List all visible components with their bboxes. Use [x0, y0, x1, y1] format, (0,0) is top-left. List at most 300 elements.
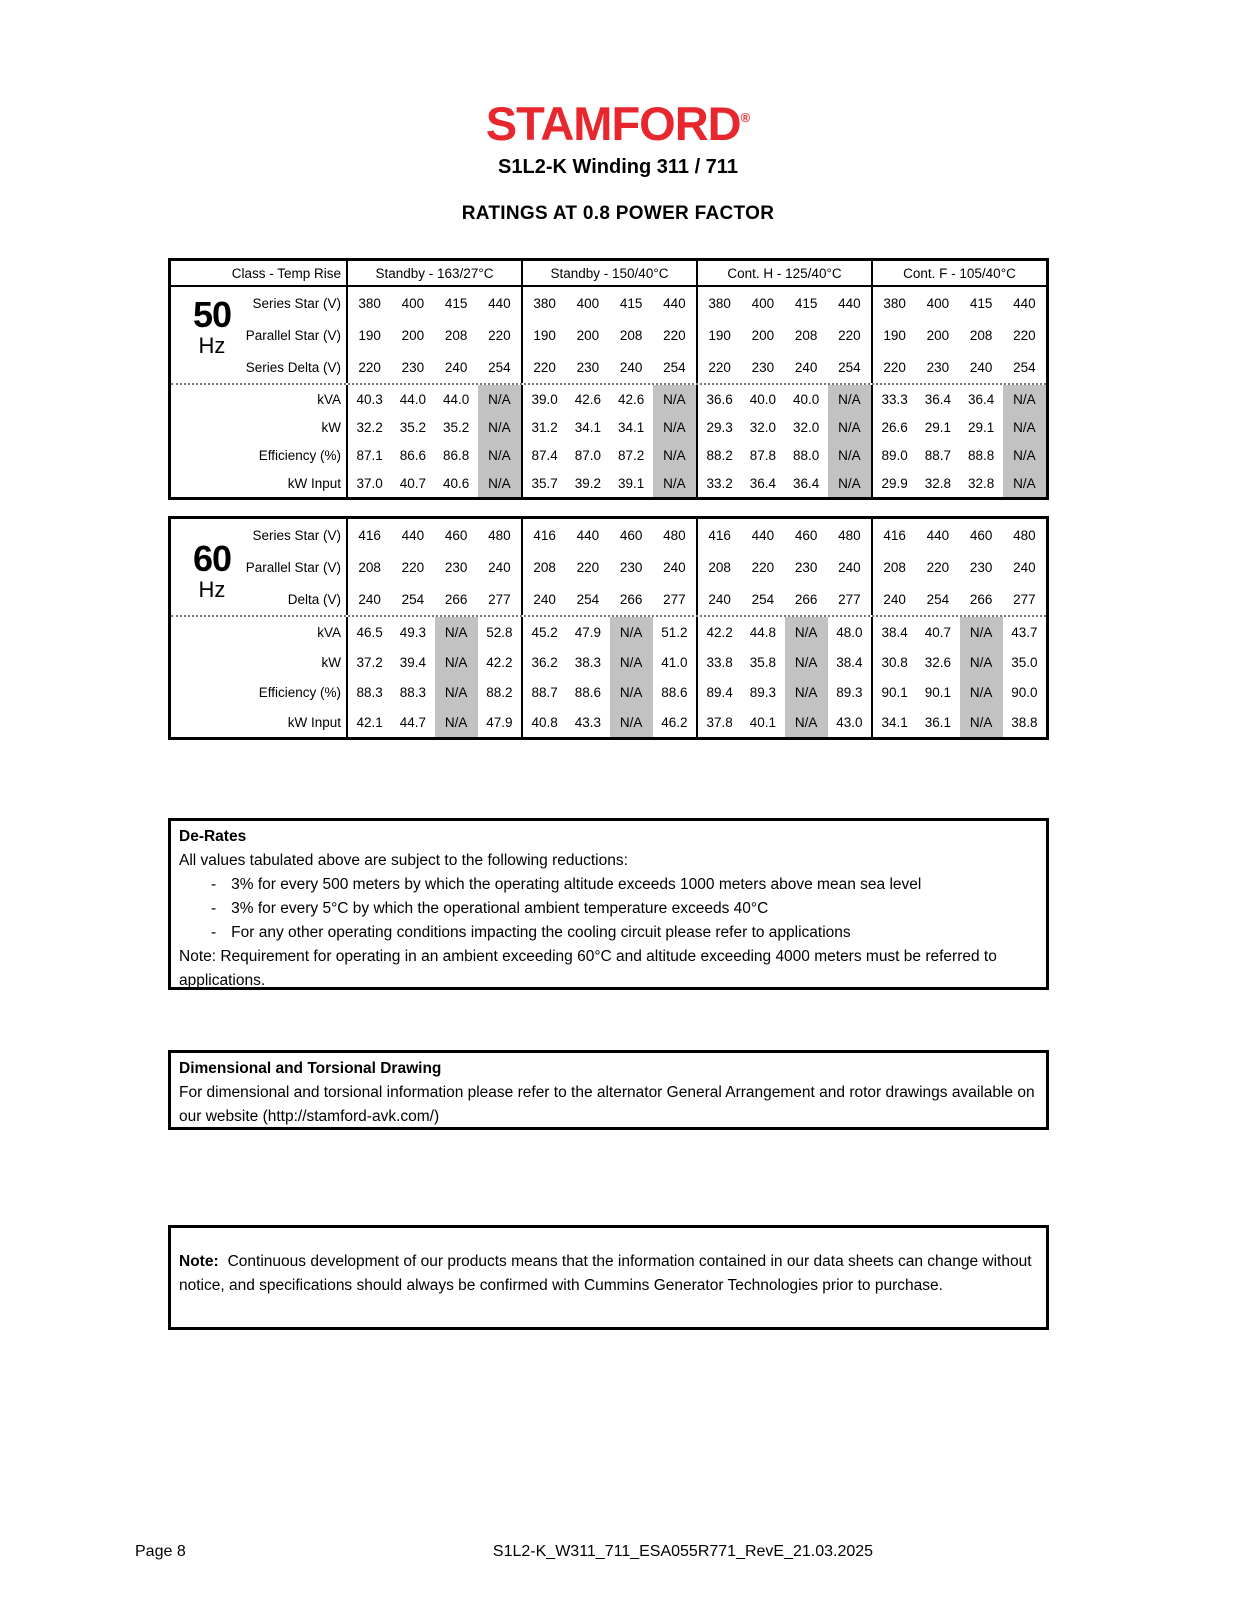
value-cell: 39.0: [531, 391, 558, 407]
frequency-unit: Hz: [198, 577, 226, 602]
voltage-cell: 416: [708, 527, 731, 543]
value-cell: 42.2: [706, 624, 733, 640]
voltage-cell: 230: [969, 559, 993, 575]
value-cell: 47.9: [486, 714, 513, 730]
value-cell: N/A: [960, 647, 1003, 677]
dimensional-body: For dimensional and torsional information please refer to the alternator General Arrangement and rotor drawings available on our website (http://stamford-avk.com/): [179, 1084, 1035, 1125]
value-cell: 29.3: [706, 419, 733, 435]
value-cell: 89.3: [749, 684, 777, 700]
voltage-cell: 220: [708, 359, 731, 375]
note-label: Note:: [179, 1253, 219, 1270]
value-cell: 40.7: [399, 475, 427, 491]
voltage-cell: 460: [444, 527, 468, 543]
value-cell: 35.8: [749, 654, 777, 670]
row-label: Series Star (V): [252, 295, 341, 311]
value-cell: 31.2: [531, 419, 558, 435]
ratings-table-50hz: [168, 258, 1049, 500]
value-cell: N/A: [610, 647, 653, 677]
voltage-cell: 440: [1013, 295, 1036, 311]
voltage-cell: 190: [533, 327, 556, 343]
voltage-cell: 220: [1013, 327, 1036, 343]
voltage-cell: 220: [751, 559, 775, 575]
note-section: [168, 1225, 1049, 1330]
value-group: [696, 519, 871, 551]
value-group: [346, 441, 521, 469]
value-cell: 36.6: [706, 391, 733, 407]
voltage-cell: 416: [533, 527, 556, 543]
value-cell: N/A: [478, 441, 521, 469]
voltage-cell: 415: [969, 295, 993, 311]
value-cell: 34.1: [881, 714, 908, 730]
value-cell: N/A: [960, 707, 1003, 737]
value-cell: 90.1: [881, 684, 908, 700]
value-group: [346, 351, 521, 383]
voltage-cell: 460: [969, 527, 993, 543]
value-cell: 34.1: [617, 419, 645, 435]
voltage-row: [171, 351, 1046, 383]
value-cell: 36.1: [924, 714, 952, 730]
value-group: [871, 519, 1046, 551]
voltage-cell: 240: [619, 359, 643, 375]
value-cell: 40.3: [356, 391, 383, 407]
value-cell: N/A: [828, 469, 871, 497]
voltage-cell: 240: [488, 559, 511, 575]
value-group: [346, 385, 521, 413]
voltage-cell: 277: [1013, 591, 1036, 607]
value-cell: N/A: [478, 385, 521, 413]
value-group: [871, 413, 1046, 441]
value-cell: 42.6: [617, 391, 645, 407]
dimensional-section: [168, 1050, 1049, 1130]
value-cell: N/A: [610, 707, 653, 737]
value-cell: N/A: [610, 677, 653, 707]
value-cell: 32.0: [749, 419, 777, 435]
value-cell: 35.2: [399, 419, 427, 435]
row-label: kW Input: [287, 475, 341, 491]
voltage-cell: 200: [926, 327, 950, 343]
value-cell: 90.0: [1011, 684, 1038, 700]
value-cell: 87.8: [749, 447, 777, 463]
voltage-cell: 380: [533, 295, 556, 311]
voltage-cell: 266: [794, 591, 818, 607]
value-cell: 37.0: [356, 475, 383, 491]
voltage-cell: 190: [708, 327, 731, 343]
data-row: [171, 707, 1046, 737]
column-group-header: Standby - 163/27°C: [346, 261, 521, 285]
value-cell: 36.4: [792, 475, 820, 491]
value-cell: N/A: [785, 707, 828, 737]
data-row: [171, 385, 1046, 413]
value-cell: N/A: [435, 707, 478, 737]
value-cell: 37.2: [356, 654, 383, 670]
voltage-cell: 200: [751, 327, 775, 343]
value-group: [346, 469, 521, 497]
value-group: [696, 413, 871, 441]
value-cell: N/A: [960, 677, 1003, 707]
value-cell: 26.6: [881, 419, 908, 435]
value-group: [521, 441, 696, 469]
value-group: [521, 385, 696, 413]
value-cell: N/A: [653, 385, 696, 413]
value-group: [696, 551, 871, 583]
value-cell: N/A: [435, 677, 478, 707]
voltage-row: [171, 583, 1046, 615]
value-cell: 88.7: [531, 684, 558, 700]
value-cell: 40.8: [531, 714, 558, 730]
value-cell: 39.1: [617, 475, 645, 491]
derates-bullet-cooling: [179, 921, 1038, 945]
value-cell: 40.6: [442, 475, 470, 491]
voltage-cell: 220: [358, 359, 381, 375]
value-group: [696, 647, 871, 677]
value-cell: 38.4: [836, 654, 863, 670]
value-cell: N/A: [960, 617, 1003, 647]
voltage-cell: 416: [883, 527, 906, 543]
row-label: Parallel Star (V): [245, 327, 341, 343]
data-row: [171, 469, 1046, 497]
value-cell: N/A: [828, 413, 871, 441]
value-group: [871, 647, 1046, 677]
value-cell: 90.1: [924, 684, 952, 700]
voltage-cell: 208: [619, 327, 643, 343]
voltage-cell: 277: [663, 591, 686, 607]
voltage-cell: 240: [969, 359, 993, 375]
value-group: [696, 319, 871, 351]
value-cell: 35.7: [531, 475, 558, 491]
value-group: [871, 351, 1046, 383]
row-label: Delta (V): [287, 591, 341, 607]
column-group-header: Cont. F - 105/40°C: [871, 261, 1046, 285]
value-group: [346, 551, 521, 583]
value-cell: 37.8: [706, 714, 733, 730]
value-cell: N/A: [1003, 385, 1046, 413]
data-row: [171, 617, 1046, 647]
voltage-cell: 220: [838, 327, 861, 343]
value-cell: 48.0: [836, 624, 863, 640]
voltage-cell: 220: [401, 559, 425, 575]
value-cell: 88.3: [356, 684, 383, 700]
value-cell: N/A: [610, 617, 653, 647]
value-group: [346, 519, 521, 551]
row-label: kVA: [317, 391, 341, 407]
value-cell: N/A: [478, 413, 521, 441]
value-cell: N/A: [828, 385, 871, 413]
value-group: [696, 583, 871, 615]
row-label: kVA: [317, 624, 341, 640]
value-group: [346, 707, 521, 737]
value-group: [521, 319, 696, 351]
value-cell: 33.3: [881, 391, 908, 407]
voltage-cell: 416: [358, 527, 381, 543]
value-cell: N/A: [1003, 469, 1046, 497]
voltage-cell: 230: [794, 559, 818, 575]
value-group: [521, 519, 696, 551]
voltage-cell: 266: [444, 591, 468, 607]
voltage-cell: 220: [533, 359, 556, 375]
value-group: [871, 319, 1046, 351]
voltage-cell: 254: [751, 591, 775, 607]
value-group: [521, 707, 696, 737]
frequency-value: 60: [192, 538, 232, 579]
voltage-cell: 380: [708, 295, 731, 311]
voltage-cell: 200: [401, 327, 425, 343]
column-group-header: Cont. H - 125/40°C: [696, 261, 871, 285]
value-cell: 44.7: [399, 714, 427, 730]
value-cell: 42.6: [574, 391, 602, 407]
voltage-cell: 240: [444, 359, 468, 375]
data-row: [171, 677, 1046, 707]
voltage-cell: 400: [751, 295, 775, 311]
voltage-cell: 240: [1013, 559, 1036, 575]
voltage-cell: 460: [619, 527, 643, 543]
value-cell: N/A: [653, 441, 696, 469]
voltage-cell: 380: [358, 295, 381, 311]
value-group: [521, 617, 696, 647]
voltage-cell: 415: [794, 295, 818, 311]
value-cell: 88.8: [967, 447, 995, 463]
value-group: [696, 385, 871, 413]
value-cell: 32.8: [967, 475, 995, 491]
ratings-table-60hz: [168, 516, 1049, 740]
value-group: [521, 413, 696, 441]
row-label: kW: [321, 654, 341, 670]
row-label: Series Delta (V): [245, 359, 341, 375]
value-cell: 51.2: [661, 624, 688, 640]
derates-bullet-text: For any other operating conditions impacting the cooling circuit please refer to applications: [231, 924, 851, 941]
voltage-cell: 480: [488, 527, 511, 543]
voltage-cell: 230: [444, 559, 468, 575]
voltage-cell: 240: [533, 591, 556, 607]
voltage-cell: 230: [751, 359, 775, 375]
value-cell: 40.0: [792, 391, 820, 407]
value-cell: 32.2: [356, 419, 383, 435]
voltage-cell: 266: [619, 591, 643, 607]
value-cell: N/A: [1003, 413, 1046, 441]
value-cell: 35.2: [442, 419, 470, 435]
voltage-cell: 208: [358, 559, 381, 575]
value-group: [871, 583, 1046, 615]
voltage-cell: 440: [751, 527, 775, 543]
value-cell: N/A: [435, 647, 478, 677]
value-cell: 86.6: [399, 447, 427, 463]
value-cell: N/A: [785, 647, 828, 677]
value-cell: 49.3: [399, 624, 427, 640]
value-cell: 88.2: [486, 684, 513, 700]
footer-page-number: Page 8: [135, 1543, 186, 1560]
derates-note: Note: Requirement for operating in an ambient exceeding 60°C and altitude exceeding 4000 meters must be referred to applications.: [179, 948, 997, 989]
corner-label: Class - Temp Rise: [231, 265, 341, 281]
value-group: [871, 677, 1046, 707]
data-row: [171, 441, 1046, 469]
value-group: [521, 677, 696, 707]
derates-bullet-text: 3% for every 5°C by which the operational ambient temperature exceeds 40°C: [231, 900, 769, 917]
value-cell: 44.0: [442, 391, 470, 407]
value-cell: 88.3: [399, 684, 427, 700]
voltage-cell: 230: [926, 359, 950, 375]
value-cell: 88.6: [574, 684, 602, 700]
voltage-cell: 415: [619, 295, 643, 311]
value-cell: 87.2: [617, 447, 645, 463]
value-cell: 38.3: [574, 654, 602, 670]
stamford-logo: [0, 97, 1236, 150]
value-cell: 34.1: [574, 419, 602, 435]
voltage-cell: 440: [663, 295, 686, 311]
value-group: [346, 677, 521, 707]
value-cell: 40.7: [924, 624, 952, 640]
voltage-cell: 480: [1013, 527, 1036, 543]
value-cell: N/A: [1003, 441, 1046, 469]
frequency-label: [181, 294, 243, 358]
value-cell: 35.0: [1011, 654, 1038, 670]
value-group: [696, 707, 871, 737]
value-cell: 29.1: [924, 419, 952, 435]
value-group: [346, 413, 521, 441]
value-group: [521, 287, 696, 319]
row-label: kW: [321, 419, 341, 435]
voltage-cell: 230: [619, 559, 643, 575]
table-header-row: [171, 261, 1046, 287]
footer-document-name: S1L2-K_W311_711_ESA055R771_RevE_21.03.2025: [492, 1543, 874, 1560]
voltage-cell: 254: [488, 359, 511, 375]
value-cell: 45.2: [531, 624, 558, 640]
row-label: Series Star (V): [252, 527, 341, 543]
value-cell: 42.2: [486, 654, 513, 670]
value-cell: 43.0: [836, 714, 863, 730]
data-row: [171, 413, 1046, 441]
value-cell: N/A: [653, 413, 696, 441]
value-cell: N/A: [828, 441, 871, 469]
value-cell: 88.6: [661, 684, 688, 700]
value-group: [871, 469, 1046, 497]
value-cell: 89.3: [836, 684, 863, 700]
voltage-cell: 254: [663, 359, 686, 375]
derates-section: [168, 818, 1049, 990]
value-group: [346, 319, 521, 351]
value-cell: 88.7: [924, 447, 952, 463]
voltage-row: [171, 519, 1046, 551]
voltage-cell: 254: [1013, 359, 1036, 375]
value-group: [521, 469, 696, 497]
value-group: [871, 385, 1046, 413]
value-group: [696, 351, 871, 383]
value-group: [346, 583, 521, 615]
voltage-cell: 200: [576, 327, 600, 343]
voltage-cell: 415: [444, 295, 468, 311]
voltage-cell: 208: [794, 327, 818, 343]
voltage-cell: 277: [488, 591, 511, 607]
voltage-cell: 440: [838, 295, 861, 311]
column-group-header: Standby - 150/40°C: [521, 261, 696, 285]
voltage-cell: 208: [444, 327, 468, 343]
voltage-cell: 208: [883, 559, 906, 575]
voltage-row: [171, 551, 1046, 583]
voltage-cell: 254: [926, 591, 950, 607]
voltage-cell: 480: [663, 527, 686, 543]
value-cell: 87.0: [574, 447, 602, 463]
voltage-cell: 440: [576, 527, 600, 543]
voltage-cell: 460: [794, 527, 818, 543]
value-cell: 36.4: [967, 391, 995, 407]
voltage-cell: 190: [358, 327, 381, 343]
value-cell: N/A: [785, 617, 828, 647]
value-cell: 89.0: [881, 447, 908, 463]
frequency-unit: Hz: [198, 333, 226, 358]
voltage-cell: 440: [488, 295, 511, 311]
voltage-cell: 220: [576, 559, 600, 575]
value-cell: 32.8: [924, 475, 952, 491]
data-row: [171, 647, 1046, 677]
derates-bullet-text: 3% for every 500 meters by which the operating altitude exceeds 1000 meters above mean sea level: [231, 876, 922, 893]
value-cell: N/A: [478, 469, 521, 497]
voltage-cell: 400: [576, 295, 600, 311]
voltage-cell: 208: [533, 559, 556, 575]
voltage-cell: 254: [401, 591, 425, 607]
voltage-cell: 240: [883, 591, 906, 607]
voltage-cell: 440: [401, 527, 425, 543]
value-cell: 29.9: [881, 475, 908, 491]
voltage-cell: 220: [663, 327, 686, 343]
value-cell: 43.3: [574, 714, 602, 730]
voltage-cell: 230: [576, 359, 600, 375]
value-cell: 87.1: [356, 447, 383, 463]
value-group: [696, 441, 871, 469]
voltage-cell: 400: [401, 295, 425, 311]
value-group: [521, 551, 696, 583]
voltage-row: [171, 319, 1046, 351]
row-label: Efficiency (%): [258, 447, 341, 463]
value-cell: 88.2: [706, 447, 733, 463]
value-cell: 32.0: [792, 419, 820, 435]
row-label: Efficiency (%): [258, 684, 341, 700]
value-cell: 43.7: [1011, 624, 1038, 640]
value-cell: 40.0: [749, 391, 777, 407]
value-cell: 42.1: [356, 714, 383, 730]
value-cell: 32.6: [924, 654, 952, 670]
voltage-cell: 240: [358, 591, 381, 607]
voltage-cell: 220: [926, 559, 950, 575]
value-group: [871, 287, 1046, 319]
value-group: [346, 617, 521, 647]
frequency-value: 50: [192, 294, 232, 335]
voltage-cell: 380: [883, 295, 906, 311]
value-cell: 36.4: [749, 475, 777, 491]
voltage-cell: 220: [488, 327, 511, 343]
value-group: [871, 707, 1046, 737]
derates-intro: All values tabulated above are subject to the following reductions:: [179, 852, 628, 869]
value-cell: 33.2: [706, 475, 733, 491]
value-group: [521, 351, 696, 383]
winding-subtitle: S1L2-K Winding 311 / 711: [498, 156, 738, 178]
voltage-cell: 240: [708, 591, 731, 607]
page-title: RATINGS AT 0.8 POWER FACTOR: [461, 203, 775, 224]
value-cell: 46.5: [356, 624, 383, 640]
value-cell: 39.4: [399, 654, 427, 670]
derates-bullet-altitude: [179, 873, 1038, 897]
registered-trademark-icon: ®: [740, 110, 751, 125]
frequency-label: [181, 538, 243, 602]
value-cell: N/A: [785, 677, 828, 707]
bullet-dash: -: [211, 900, 217, 917]
row-label: kW Input: [287, 714, 341, 730]
value-cell: 87.4: [531, 447, 558, 463]
voltage-row: [171, 287, 1046, 319]
value-cell: 89.4: [706, 684, 733, 700]
value-group: [521, 583, 696, 615]
value-cell: 38.4: [881, 624, 908, 640]
value-cell: N/A: [435, 617, 478, 647]
voltage-cell: 220: [883, 359, 906, 375]
value-cell: 86.8: [442, 447, 470, 463]
